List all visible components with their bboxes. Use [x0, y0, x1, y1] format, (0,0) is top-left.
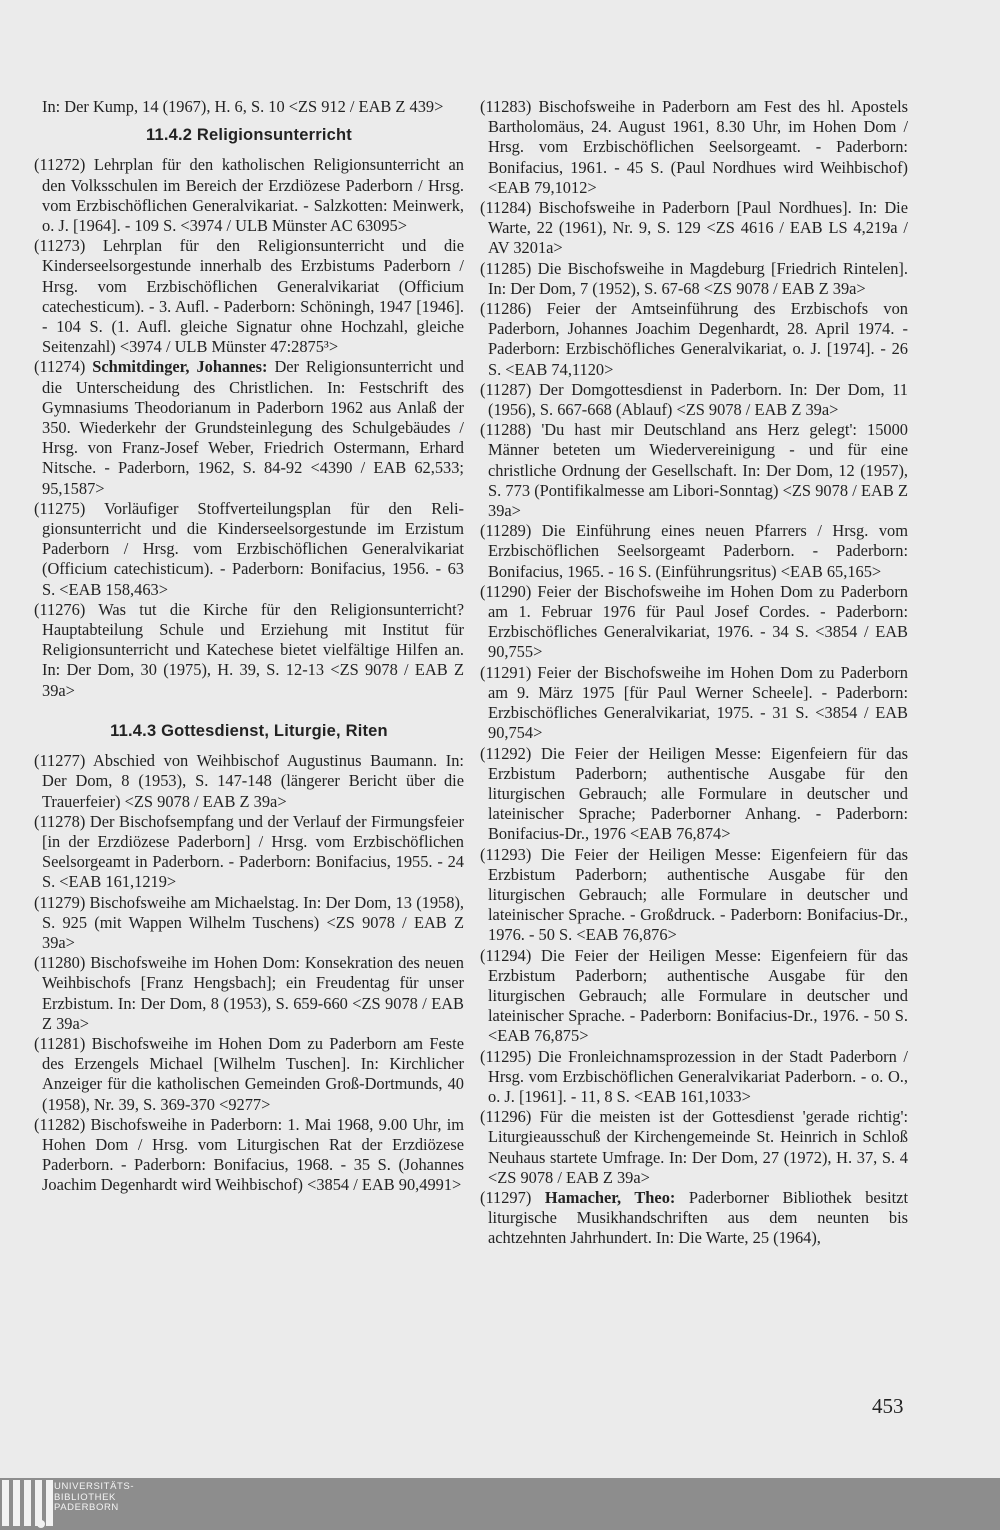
library-footer-bar: [0, 1478, 1000, 1530]
entry-author: Hamacher, Theo:: [544, 1187, 676, 1207]
entry-11285: (11285) Die Bischofsweihe in Magdeburg [Friedrich Rintelen]. In: Der Dom, 7 (1952), S. 67-68 <ZS 9078 / EAB Z 39a>: [480, 258, 908, 298]
entry-text: Der Religionsunterricht und die Unterscheidung des Christlichen. In: Festschrift des Gymnasiums Theodorianum in Paderborn 1962 aus Anlaß der 350. Wiederkehr der Grundsteinlegung des Schulgebäudes / Hrsg. von Franz-Josef Weber, Friedrich Ostermann, Erhard Nitsche. - Paderborn, 1962, S. 84-92 <4390 / EAB 62,533; 95,1587>: [42, 357, 464, 498]
entry-11273: (11273) Lehrplan für den Religionsunterricht und die Kinderseelsorgestunde innerhalb des Erzbistums Paderborn / Hrsg. vom Erzbischöflichen Generalvikariat (Officium catechesticum). - 3. Aufl. - Paderborn: Schöningh, 1947 [1946]. - 104 S. (1. Aufl. gleiche Signatur ohne Hochzahl, gleiche Seitenzahl) <3974 / ULB Münster 47:2875³>: [34, 236, 464, 357]
entry-11283: (11283) Bischofsweihe in Paderborn am Fest des hl. Apostels Bartholomäus, 24. August 1961, 8.30 Uhr, im Hohen Dom / Hrsg. vom Erzbischöflichen Seelsorgeamt. - Paderborn: Bonifacius, 1961. - 45 S. (Paul Nordhues wird Weihbischof) <EAB 79,1012>: [480, 97, 908, 197]
entry-11282: (11282) Bischofsweihe in Paderborn: 1. Mai 1968, 9.00 Uhr, im Hohen Dom / Hrsg. vom Liturgischen Rat der Erzdiözese Paderborn. - Paderborn: Bonifacius, 1968. - 35 S. (Johannes Joachim Degenhardt wird Weihbischof) <3854 / EAB 90,4991>: [34, 1114, 464, 1195]
entry-11279: (11279) Bischofsweihe am Michaelstag. In: Der Dom, 13 (1958), S. 925 (mit Wappen Wilhelm Tuschens) <ZS 9078 / EAB Z 39a>: [34, 892, 464, 952]
entry-number: (11297): [480, 1187, 532, 1207]
entry-11290: (11290) Feier der Bischofsweihe im Hohen Dom zu Paderborn am 1. Februar 1976 für Paul Josef Cordes. - Paderborn: Erzbischöfliches Generalvikariat, 1976. - 34 S. <3854 / EAB 90,755>: [480, 581, 908, 662]
entry-text: Paderborner Bibliothek besitzt liturgische Musikhandschriften aus dem neunten bis achtzehnten Jahrhundert. In: Die Warte, 25 (1964),: [488, 1187, 909, 1248]
section-heading-gottesdienst: 11.4.3 Gottesdienst, Liturgie, Riten: [110, 721, 388, 740]
entry-11295: (11295) Die Fronleichnamsprozession in der Stadt Paderborn / Hrsg. vom Erzbischöflichen Generalvikariat Paderborn. - o. O., o. J. [1961]. - 11, 8 S. <EAB 161,1033>: [480, 1046, 908, 1106]
entry-11287: (11287) Der Domgottesdienst in Paderborn. In: Der Dom, 11 (1956), S. 667-668 (Ablauf) <ZS 9078 / EAB Z 39a>: [480, 379, 908, 420]
entry-11286: (11286) Feier der Amtseinführung des Erzbischofs von Paderborn, Johannes Joachim Degenhardt, 28. April 1974. - Paderborn: Erzbischöfliches Generalvikariat, o. J. [1974]. - 26 S. <EAB 74,1120>: [480, 299, 908, 379]
entry-11281: (11281) Bischofsweihe im Hohen Dom zu Paderborn am Feste des Erzengels Michael [Wilhelm Tuschen]. In: Kirchlicher Anzeiger für die katholischen Gemeinden Groß-Dortmunds, 40 (1958), Nr. 39, S. 369-370 <9277>: [34, 1033, 464, 1114]
entry-11275: (11275) Vorläufiger Stoffverteilungsplan für den Religionsunterricht und die Kinderseelsorgestunde im Erzistum Paderborn / Hrsg. vom Erzbischöflichen Generalvikariat (Officium catechisticum). - Paderborn: Bonifacius, 1956. - 63 S. <EAB 158,463>: [34, 498, 464, 599]
entry-11291: (11291) Feier der Bischofsweihe im Hohen Dom zu Paderborn am 9. März 1975 [für Paul Werner Scheele]. - Paderborn: Erzbischöfliches Generalvikariat, 1975. - 31 S. <3854 / EAB 90,754>: [480, 662, 908, 743]
entry-11274: [34, 357, 464, 498]
entry-11284: (11284) Bischofsweihe in Paderborn [Paul Nordhues]. In: Die Warte, 22 (1961), Nr. 9, S. 129 <ZS 4616 / EAB LS 4,219a / AV 3201a>: [480, 198, 908, 258]
entry-11292: (11292) Die Feier der Heiligen Messe: Eigenfeiern für das Erzbistum Paderborn; authentische Ausgabe für den liturgischen Gebrauch; alle Formulare in deutscher und lateinischer Sprache; Paderborner Anhang. - Paderborn: Bonifacius-Dr., 1976 <EAB 76,874>: [480, 743, 908, 844]
page-number: 453: [872, 1394, 904, 1418]
entry-11288: (11288) 'Du hast mir Deutschland ans Herz gelegt': 15000 Männer beteten um Wiedervereinigung - und für eine christliche Ordnung der Gesellschaft. In: Der Dom, 12 (1957), S. 773 (Pontifikalmesse am Libori-Sonntag) <ZS 9078 / EAB Z 39a>: [480, 420, 908, 521]
entry-11276: (11276) Was tut die Kirche für den Religionsunterricht? Hauptabteilung Schule und Erziehung mit Institut für Religionsunterricht und Katechese bietet vielfältige Hilfen an. In: Der Dom, 30 (1975), H. 39, S. 12-13 <ZS 9078 / EAB Z 39a>: [34, 599, 464, 700]
entry-11297: [480, 1188, 908, 1249]
entry-11296: (11296) Für die meisten ist der Gottesdienst 'gerade richtig': Liturgieausschuß der Kirchengemeinde St. Heinrich in Schloß Neuhaus startete Umfrage. In: Der Dom, 27 (1972), H. 37, S. 4 <ZS 9078 / EAB Z 39a>: [480, 1107, 908, 1187]
entry-11293: (11293) Die Feier der Heiligen Messe: Eigenfeiern für das Erzbistum Paderborn; authentische Ausgabe für den liturgischen Gebrauch; alle Formulare in deutscher und lateinischer Sprache. - Großdruck. - Paderborn: Bonifacius-Dr., 1976. - 50 S. <EAB 76,876>: [480, 844, 908, 945]
entry-11280: (11280) Bischofsweihe im Hohen Dom: Konsekration des neuen Weihbischofs [Franz Hengsbach]; ein Freudentag für unser Erzbistum. In: Der Dom, 8 (1953), S. 659-660 <ZS 9078 / EAB Z 39a>: [34, 953, 464, 1033]
logo-dot-icon: [37, 1520, 45, 1528]
entry-11294: (11294) Die Feier der Heiligen Messe: Eigenfeiern für das Erzbistum Paderborn; authentische Ausgabe für den liturgischen Gebrauch; alle Formulare in deutscher und lateinischer Sprache. - Paderborn: Bonifacius-Dr., 1976. - 50 S. <EAB 76,875>: [480, 945, 908, 1046]
entry-11278: (11278) Der Bischofsempfang und der Verlauf der Firmungsfeier [in der Erzdiözese Paderborn] / Hrsg. vom Erzbischöflichen Seelsorgeamt in Paderborn. - Paderborn: Bonifacius, 1955. - 24 S. <EAB 161,1219>: [34, 811, 464, 892]
library-name-line3: PADERBORN: [54, 1502, 119, 1513]
entry-number: (11274): [34, 357, 86, 377]
entry-11272: (11272) Lehrplan für den katholischen Religionsunterricht an den Volksschulen im Bereich der Erzdiözese Paderborn / Hrsg. vom Erzbischöflichen Generalvikariat. - Salzkotten: Meinwerk, o. J. [1964]. - 109 S. <3974 / ULB Münster AC 63095>: [34, 155, 464, 236]
entry-author: Schmitdinger, Johannes:: [92, 357, 268, 377]
section-heading-religionsunterricht: 11.4.2 Religionsunterricht: [145, 126, 352, 145]
library-name-line2: BIBLIOTHEK: [54, 1491, 116, 1503]
right-column: [480, 97, 908, 1249]
library-logo-icon: [2, 1480, 53, 1526]
library-name: [54, 1482, 134, 1514]
entry-11289: (11289) Die Einführung eines neuen Pfarrers / Hrsg. vom Erzbischöflichen Seelsorgeamt Paderborn. - Paderborn: Bonifacius, 1965. - 16 S. (Einführungsritus) <EAB 65,165>: [480, 521, 908, 581]
library-name-line1: UNIVERSITÄTS-: [54, 1481, 135, 1492]
left-column: [34, 97, 464, 1196]
continuation-entry: In: Der Kump, 14 (1967), H. 6, S. 10 <ZS 912 / EAB Z 439>: [42, 97, 444, 116]
entry-11277: (11277) Abschied von Weihbischof Augustinus Baumann. In: Der Dom, 8 (1953), S. 147-148 (längerer Bericht über die Trauerfeier) <ZS 9078 / EAB Z 39a>: [34, 751, 464, 811]
